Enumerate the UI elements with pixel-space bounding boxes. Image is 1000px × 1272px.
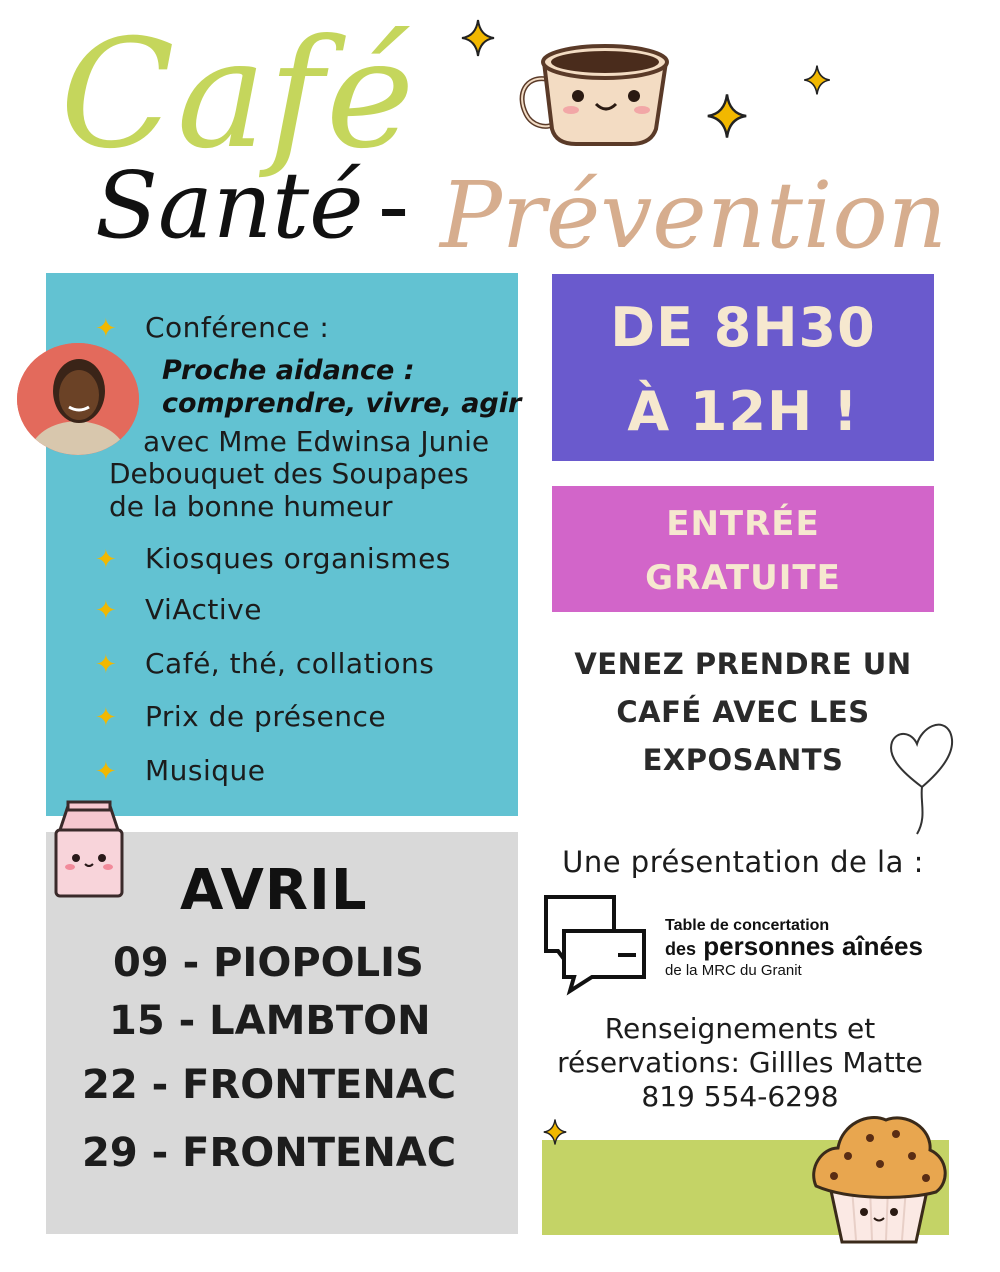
sparkle-icon: ✦ xyxy=(95,314,118,344)
org-name-line2: des personnes aînées xyxy=(665,931,923,961)
sparkle-icon: ✦ xyxy=(95,757,118,787)
conference-title: Proche aidance : comprendre, vivre, agir xyxy=(162,355,522,419)
sparkle-icon xyxy=(704,92,750,140)
date-item: 29 - FRONTENAC xyxy=(82,1130,457,1176)
coffee-cup-icon xyxy=(516,34,676,149)
entry-box xyxy=(552,486,934,612)
program-item: ✦ Kiosques organismes xyxy=(95,542,451,575)
hours-line1: DE 8H30 xyxy=(610,296,876,359)
heart-doodle-icon xyxy=(882,712,962,837)
org-name-line3: de la MRC du Granit xyxy=(665,962,802,979)
entry-line2: GRATUITE xyxy=(645,558,841,598)
conference-speaker-rest: Debouquet des Soupapes de la bonne humeur xyxy=(109,457,469,523)
program-item-conference: ✦ Conférence : xyxy=(95,311,330,344)
contact-info: Renseignements et réservations: Gillles Matte 819 554-6298 xyxy=(540,1012,940,1114)
hours-line2: À 12H ! xyxy=(627,380,859,443)
sparkle-icon xyxy=(542,1118,568,1146)
program-item: ✦ ViActive xyxy=(95,593,262,626)
sparkle-icon: ✦ xyxy=(95,545,118,575)
sparkle-icon: ✦ xyxy=(95,703,118,733)
presenter-intro: Une présentation de la : xyxy=(562,845,924,879)
milk-carton-icon xyxy=(48,800,130,900)
conference-speaker-line1: avec Mme Edwinsa Junie xyxy=(143,425,490,458)
date-item: 22 - FRONTENAC xyxy=(82,1062,457,1108)
date-item: 09 - PIOPOLIS xyxy=(113,940,424,986)
speaker-avatar xyxy=(17,343,139,455)
org-name-line1: Table de concertation xyxy=(665,917,830,934)
title-sante: Santé xyxy=(95,152,364,259)
program-item: ✦ Café, thé, collations xyxy=(95,647,435,680)
entry-line1: ENTRÉE xyxy=(666,504,820,544)
invite-text: VENEZ PRENDRE UN CAFÉ AVEC LES EXPOSANTS xyxy=(574,647,912,777)
title-prevention: Prévention xyxy=(440,162,948,269)
program-item: ✦ Musique xyxy=(95,754,266,787)
sparkle-icon xyxy=(460,18,496,58)
date-item: 15 - LAMBTON xyxy=(109,998,431,1044)
sparkle-icon xyxy=(802,64,832,96)
hours-box xyxy=(552,274,934,461)
month-label: AVRIL xyxy=(180,858,368,923)
title-dash: - xyxy=(378,152,410,259)
speech-bubbles-logo-icon xyxy=(540,893,648,997)
sparkle-icon: ✦ xyxy=(95,596,118,626)
sparkle-icon: ✦ xyxy=(95,650,118,680)
muffin-icon xyxy=(808,1108,950,1248)
title-cafe: Café xyxy=(60,8,417,182)
contact-phone: 819 554-6298 xyxy=(641,1080,839,1113)
program-item: ✦ Prix de présence xyxy=(95,700,387,733)
